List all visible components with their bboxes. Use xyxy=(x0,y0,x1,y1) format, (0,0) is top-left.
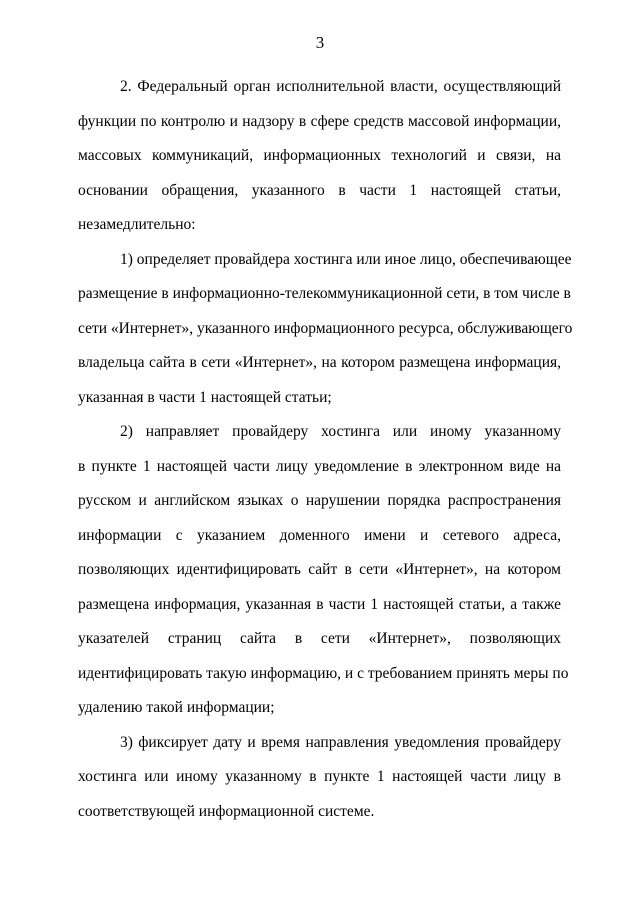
text-line: идентифицировать такую информацию, и с требованием принять меры по xyxy=(78,664,569,682)
text-line: позволяющих идентифицировать сайт в сети «Интернет», на котором xyxy=(78,561,561,578)
paragraph-item-2 xyxy=(78,415,569,726)
text-line: сети «Интернет», указанного информационного ресурса, обслуживающего xyxy=(78,319,573,337)
text-line: удалению такой информации; xyxy=(78,699,275,716)
text-line: основании обращения, указанного в части 1 настоящей статьи, xyxy=(78,181,561,199)
text-line: в пункте 1 настоящей части лицу уведомление в электронном виде на xyxy=(78,457,561,475)
text-line: размещение в информационно-телекоммуникационной сети, в том числе в xyxy=(78,285,571,302)
paragraph-item-3 xyxy=(78,726,561,830)
text-line: указателей страниц сайта в сети «Интернет», позволяющих xyxy=(78,630,561,647)
paragraph-item-1 xyxy=(78,243,573,416)
text-line: русском и английском языках о нарушении порядка распространения xyxy=(78,492,561,509)
text-line: хостинга или иному указанному в пункте 1 настоящей части лицу в xyxy=(78,768,561,785)
text-line: функции по контролю и надзору в сфере средств массовой информации, xyxy=(78,112,561,130)
text-line: владельца сайта в сети «Интернет», на котором размещена информация, xyxy=(78,354,561,371)
text-line: 2. Федеральный орган исполнительной власти, осуществляющий xyxy=(120,78,561,95)
text-line: соответствующей информационной системе. xyxy=(78,802,375,820)
text-line: массовых коммуникаций, информационных технологий и связи, на xyxy=(78,147,561,164)
paragraph-clause-2 xyxy=(78,70,561,243)
text-line: информации с указанием доменного имени и сетевого адреса, xyxy=(78,526,561,544)
page-number: 3 xyxy=(315,33,325,52)
document-body xyxy=(78,70,573,829)
text-line: 2) направляет провайдеру хостинга или иному указанному xyxy=(120,423,561,440)
text-line: размещена информация, указанная в части 1 настоящей статьи, а также xyxy=(78,595,561,613)
text-line: незамедлительно: xyxy=(78,216,196,233)
text-line: указанная в части 1 настоящей статьи; xyxy=(78,388,332,406)
text-line: 3) фиксирует дату и время направления уведомления провайдеру xyxy=(120,733,561,751)
text-line: 1) определяет провайдера хостинга или иное лицо, обеспечивающее xyxy=(120,250,572,268)
